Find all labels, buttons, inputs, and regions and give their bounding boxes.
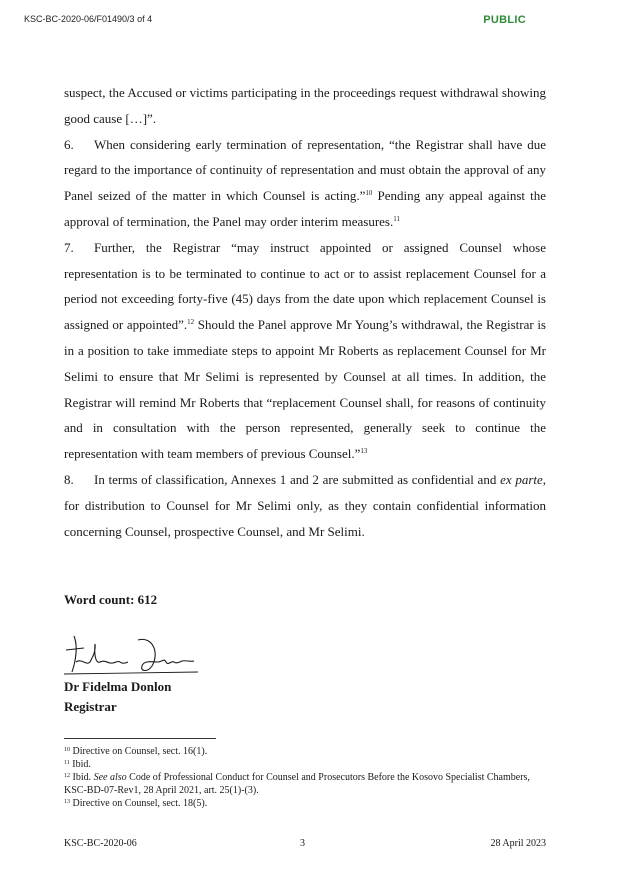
paragraph-number: 7. — [64, 239, 74, 255]
footer-case-number: KSC-BC-2020-06 — [64, 838, 137, 849]
footnote-ref[interactable]: 11 — [393, 214, 400, 223]
paragraph-number: 6. — [64, 136, 74, 152]
footnote-ref[interactable]: 10 — [365, 189, 373, 198]
paragraph-7: 7. Further, the Registrar “may instruct appointed or assigned Counsel whose representation is to be terminated to continue to act or to assist replacement Counsel for a period not exceeding forty-five (45) days from the date upon which replacement Counsel is assigned or appointed”.$^{12}$ Should the Panel approve Mr Young’s withdrawal, the Registrar is in a position to take immediate steps to appoint Mr Roberts as replacement Counsel for Mr Selimi to ensure that Mr Selimi is represented by Counsel at all times. In addition, the Registrar will remind Mr Roberts that “replacement Counsel shall, for reasons of continuity and in consultation with the person represented, generally seek to continue the representation with team members of previous Counsel.”$^{13}$ — [64, 235, 546, 467]
footnote-ref[interactable]: 13 — [360, 447, 368, 456]
paragraph-continuation: suspect, the Accused or victims participating in the proceedings request withdrawal showing good cause […]”. — [64, 85, 546, 126]
paragraph-8: 8. In terms of classification, Annexes 1 and 2 are submitted as confidential and ex parte, for distribution to Counsel for Mr Selimi only, as they contain confidential information concerning Counsel, prospective Counsel, and Mr Selimi. — [64, 467, 546, 544]
signatory-title: Registrar — [64, 699, 117, 714]
page-number: 3 — [300, 838, 305, 849]
paragraph-number: 8. — [64, 471, 74, 487]
footer-date: 28 April 2023 — [490, 838, 546, 849]
classification-label: PUBLIC — [483, 14, 526, 26]
footnotes — [64, 745, 546, 810]
signature-block — [64, 677, 171, 717]
document-body — [64, 80, 546, 544]
word-count: Word count: 612 — [64, 592, 158, 607]
signature-image — [62, 632, 202, 678]
footnote-separator — [64, 738, 216, 739]
signatory-name: Dr Fidelma Donlon — [64, 679, 172, 694]
paragraph-6: 6. When considering early termination of representation, “the Registrar shall have due regard to the importance of continuity of representation and must obtain the approval of any Panel seized of the matter in which Counsel is acting.”$^{10}$ Pending any appeal against the approval of termination, the Panel may order interim measures.$^{11}$ — [64, 132, 546, 235]
footnote: $^{13}$ Directive on Counsel, sect. 18(5). — [64, 798, 208, 809]
footnote: $^{12}$ Ibid. See also Code of Professional Conduct for Counsel and Prosecutors Before the Kosovo Specialist Chambers, KSC-BD-07-Rev1, 28 April 2021, art. 25(1)-(3). — [64, 772, 530, 796]
header-case-reference: KSC-BC-2020-06/F01490/3 of 4 — [24, 14, 153, 24]
footnote: $^{11}$ Ibid. — [64, 759, 91, 770]
footnote: $^{10}$ Directive on Counsel, sect. 16(1). — [64, 746, 208, 757]
footnote-ref[interactable]: 12 — [187, 318, 195, 327]
